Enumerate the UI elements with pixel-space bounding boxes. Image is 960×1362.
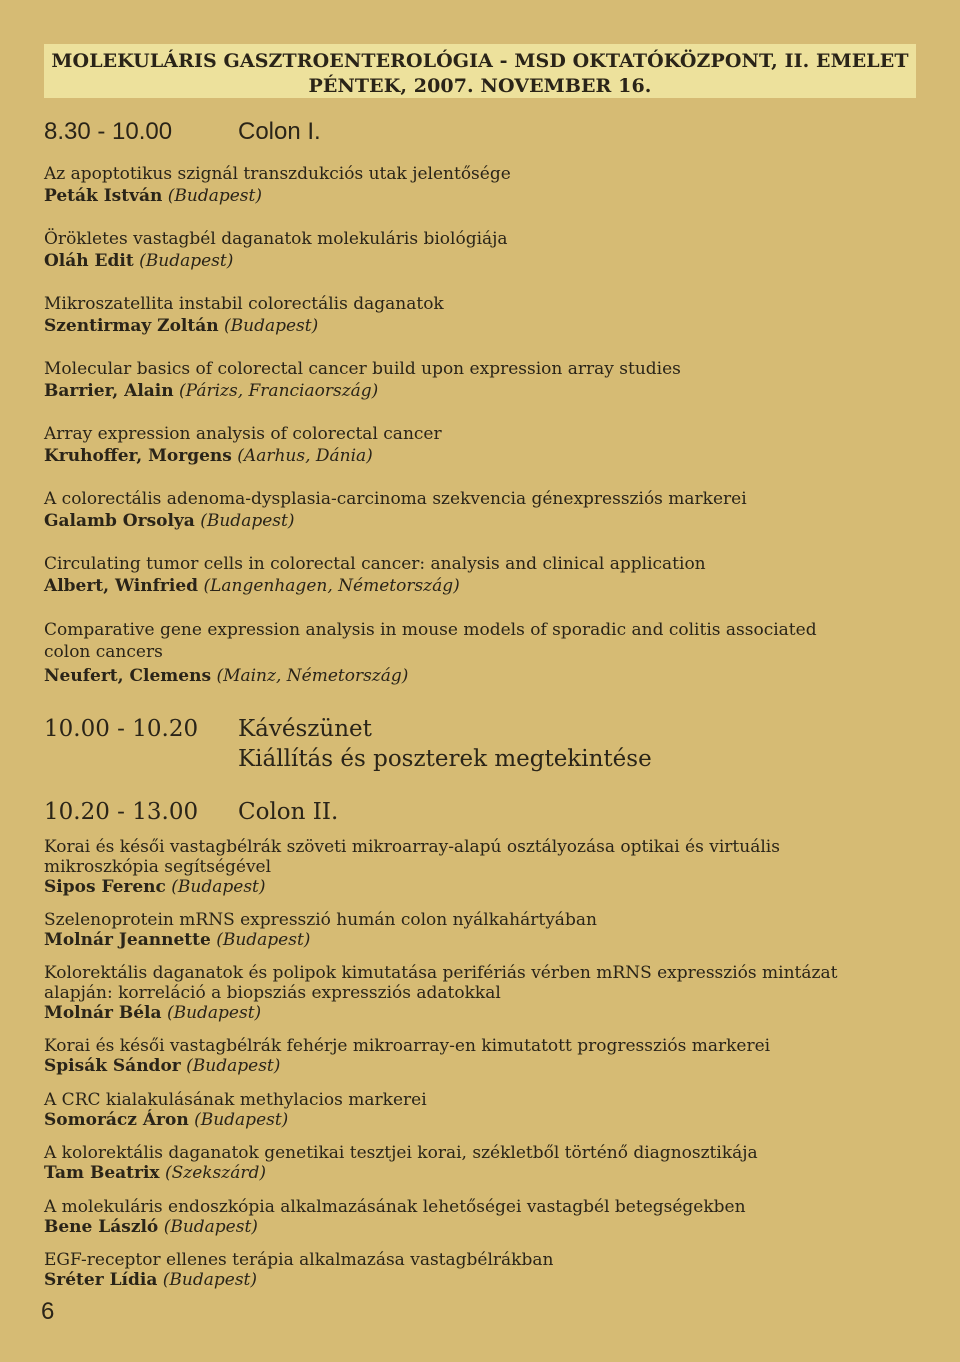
talk-author [44, 1003, 924, 1023]
author-name: Oláh Edit [44, 251, 134, 271]
author-name: Szentirmay Zoltán [44, 316, 219, 336]
author-location: (Budapest) [186, 1056, 281, 1076]
talk-item [44, 963, 924, 1023]
author-location: (Budapest) [163, 1217, 258, 1237]
author-name: Albert, Winfried [44, 576, 199, 596]
talk-item [44, 1090, 924, 1130]
header-title: MOLEKULÁRIS GASZTROENTEROLÓGIA - MSD OKTATÓKÖZPONT, II. EMELET [51, 50, 909, 72]
author-name: Molnár Béla [44, 1003, 162, 1023]
talk-author [44, 445, 924, 467]
author-name: Bene László [44, 1217, 159, 1237]
header-banner [44, 44, 916, 98]
author-location: (Budapest) [194, 1110, 289, 1130]
talk-author [44, 1270, 924, 1290]
talk-author [44, 575, 924, 597]
talk-item [44, 163, 924, 207]
page-number: 6 [41, 1298, 55, 1325]
author-name: Galamb Orsolya [44, 511, 195, 531]
author-location: (Budapest) [200, 511, 295, 531]
talk-item [44, 910, 924, 950]
break-subtitle: Kiállítás és poszterek megtekintése [238, 746, 652, 772]
author-location: (Budapest) [162, 1270, 258, 1290]
author-location: (Aarhus, Dánia) [237, 446, 373, 466]
author-name: Tam Beatrix [44, 1163, 160, 1183]
talk-title: Array expression analysis of colorectal cancer [44, 424, 442, 444]
talk-item [44, 423, 924, 467]
talk-item [44, 553, 924, 597]
talk-title: Circulating tumor cells in colorectal cancer: analysis and clinical application [44, 554, 706, 574]
session1-name: Colon I. [238, 118, 321, 145]
talk-title-continued: alapján: korreláció a biopsziás expressziós adatokkal [44, 983, 501, 1003]
session1-time: 8.30 - 10.00 [44, 118, 173, 145]
talk-item [44, 619, 924, 687]
author-name: Kruhoffer, Morgens [44, 446, 232, 466]
author-name: Spisák Sándor [44, 1056, 181, 1076]
talk-author [44, 877, 924, 897]
talk-item [44, 837, 924, 897]
talk-item [44, 293, 924, 337]
talk-author [44, 250, 924, 272]
author-location: (Mainz, Németország) [216, 666, 409, 686]
talk-item [44, 228, 924, 272]
talk-title: Szelenoprotein mRNS expresszió humán colon nyálkahártyában [44, 910, 597, 930]
author-name: Molnár Jeannette [44, 930, 211, 950]
talk-title: Mikroszatellita instabil colorectális daganatok [44, 294, 444, 314]
author-name: Somorácz Áron [44, 1110, 189, 1130]
talk-author [44, 1217, 924, 1237]
author-location: (Párizs, Franciaország) [179, 381, 379, 401]
talk-author [44, 510, 924, 532]
session2-time: 10.20 - 13.00 [44, 799, 199, 825]
talk-title: A colorectális adenoma-dysplasia-carcinoma szekvencia génexpressziós markerei [44, 489, 747, 509]
talk-title: Az apoptotikus szignál transzdukciós utak jelentősége [44, 164, 511, 184]
author-location: (Budapest) [166, 1003, 262, 1023]
talk-author [44, 930, 924, 950]
author-name: Sipos Ferenc [44, 877, 166, 897]
talk-title: A CRC kialakulásának methylacios markerei [44, 1090, 427, 1110]
break-time: 10.00 - 10.20 [44, 716, 199, 742]
talk-author [44, 185, 924, 207]
talk-item [44, 1036, 924, 1076]
talk-item [44, 488, 924, 532]
talk-title: Örökletes vastagbél daganatok molekuláris biológiája [44, 229, 508, 249]
talk-title: Comparative gene expression analysis in mouse models of sporadic and colitis associated [44, 620, 817, 640]
talk-title: A molekuláris endoszkópia alkalmazásának lehetőségei vastagbél betegségekben [44, 1197, 746, 1217]
author-location: (Budapest) [216, 930, 311, 950]
talk-title: Kolorektális daganatok és polipok kimutatása perifériás vérben mRNS expressziós mintázat [44, 963, 838, 983]
talk-title-continued: colon cancers [44, 642, 163, 662]
break-title: Kávészünet [238, 716, 372, 742]
author-name: Peták István [44, 186, 163, 206]
talk-author [44, 315, 924, 337]
talk-title: Korai és késői vastagbélrák fehérje mikroarray-en kimutatott progressziós markerei [44, 1036, 771, 1056]
talk-title: EGF-receptor ellenes terápia alkalmazása vastagbélrákban [44, 1250, 554, 1270]
talk-item [44, 358, 924, 402]
header-date: PÉNTEK, 2007. NOVEMBER 16. [308, 75, 652, 97]
author-location: (Budapest) [167, 186, 262, 206]
talk-item [44, 1143, 924, 1183]
talk-author [44, 1110, 924, 1130]
talk-author [44, 1056, 924, 1076]
talk-author [44, 665, 924, 687]
author-name: Neufert, Clemens [44, 666, 212, 686]
talk-title-continued: mikroszkópia segítségével [44, 857, 272, 877]
talk-title: A kolorektális daganatok genetikai tesztjei korai, székletből történő diagnosztikája [44, 1143, 758, 1163]
author-name: Sréter Lídia [44, 1270, 158, 1290]
talk-author [44, 380, 924, 402]
author-location: (Budapest) [171, 877, 266, 897]
session2-name: Colon II. [238, 799, 339, 825]
talk-item [44, 1197, 924, 1237]
author-location: (Budapest) [224, 316, 319, 336]
author-location: (Langenhagen, Németország) [203, 576, 460, 596]
author-location: (Szekszárd) [164, 1163, 267, 1183]
talk-item [44, 1250, 924, 1290]
talk-title: Molecular basics of colorectal cancer build upon expression array studies [44, 359, 681, 379]
author-name: Barrier, Alain [44, 381, 174, 401]
author-location: (Budapest) [139, 251, 234, 271]
talk-title: Korai és késői vastagbélrák szöveti mikroarray-alapú osztályozása optikai és virtuális [44, 837, 780, 857]
talk-author [44, 1163, 924, 1183]
